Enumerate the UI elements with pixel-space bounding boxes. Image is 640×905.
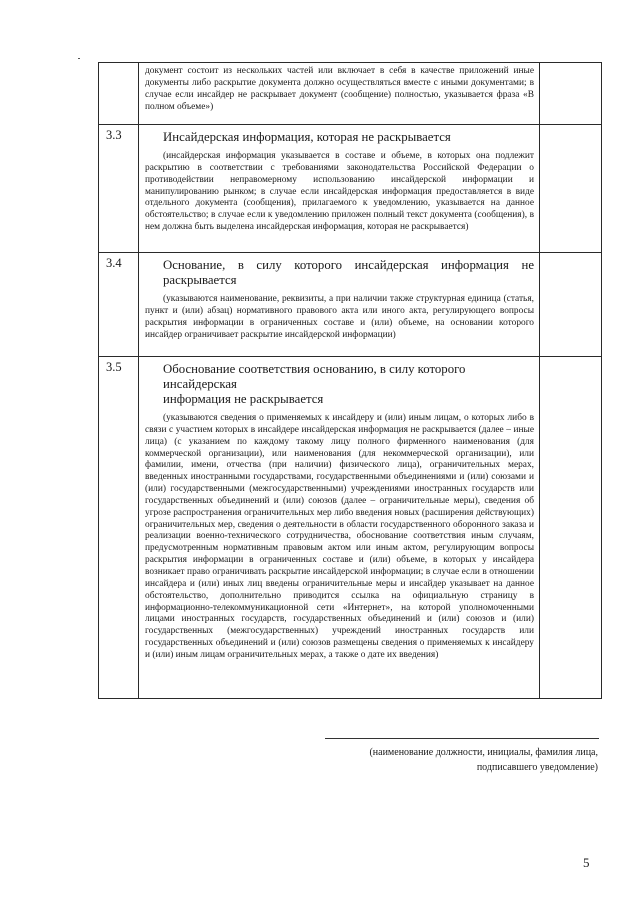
- row-title-line: информация не раскрывается: [163, 392, 324, 406]
- row-description: (указываются сведения о применяемых к инсайдеру и (или) иным лицам, о которых либо в связи с участием которых в инсайдере инсайдерская информация не раскрывается (далее – иные лица) (с указанием по каждому такому лицу полного фирменного наименования (для коммерческой организации), или наименования (для некоммерческой организации), или фамилии, имени, отчества (при наличии) физического лица), ограничительных мерах, введенных иностранными государствами, государственными объединениями и (или) союзами и (или) государственными (межгосударственными) учреждениями иностранных государств или государственных объединений и (или) союзов (далее – ограничительные меры), сведения об угрозе распространения ограничительных мер либо введения новых (расширения действующих) ограничительных мер, сведения о деятельности в области государственного оборонного заказа и реализации военно-технического сотрудничества, обоснование соответствия иным случаям, предусмотренным нормативным правовым актом или иным актом, регулирующим вопросы раскрытия информации в ограниченных составе и (или) объеме, в которых у инсайдера возникает право ограничивать раскрытие инсайдерской информации; в случае если в отношении инсайдера и (или) иных лиц введены ограничительные меры и инсайдер указывает на данное обстоятельство, дополнительно приводится ссылка на официальную страницу в информационно-телекоммуникационной сети «Интернет», на которой уполномоченными лицами иностранных государств, государственных объединений и (или) союзов и (или) государственных (межгосударственных) учреждений иностранных государств или государственных объединений и (или) союзов размещены сведения о применяемых к инсайдеру и (или) иным лицам ограничительных мерах, а также о дате их введения): [145, 413, 534, 660]
- row-description: (указываются наименование, реквизиты, а при наличии также структурная единица (статья, пункт и (или) абзац) нормативного правового акта или иного акта, регулирующего вопросы раскрытия информации в ограниченных составе и (или) объеме, на основании которого инсайдер ограничивает раскрытие инсайдерской информации): [145, 294, 534, 340]
- row-title: [163, 362, 534, 407]
- row-value-cell: [540, 125, 602, 253]
- table-row-3-3: [99, 125, 602, 253]
- row-content-cell: [139, 125, 540, 253]
- row-title-line: Основание, в силу которого инсайдерская информация не: [163, 258, 534, 272]
- row-title: [163, 258, 534, 288]
- table-row-continuation: [99, 63, 602, 125]
- row-value-cell: [540, 253, 602, 357]
- row-number: 3.3: [99, 125, 139, 253]
- row-content-cell: [139, 63, 540, 125]
- row-content-cell: [139, 357, 540, 699]
- table-row-3-4: [99, 253, 602, 357]
- row-title-line: раскрывается: [163, 273, 237, 287]
- page-number: 5: [583, 855, 590, 870]
- row-number: 3.4: [99, 253, 139, 357]
- row-content-cell: [139, 253, 540, 357]
- disclosure-table: [98, 62, 602, 699]
- table-row-3-5: [99, 357, 602, 699]
- signature-caption-line: (наименование должности, инициалы, фамилия лица,: [369, 747, 598, 758]
- row-description: документ состоит из нескольких частей или включает в себя в качестве приложений иные документы либо раскрытие документа должно осуществляться вместе с иными документами; в случае если инсайдер не раскрывает документ (сообщение) полностью, указывается фраза «В полном объеме»): [145, 66, 534, 112]
- row-description: (инсайдерская информация указывается в составе и объеме, в которых она подлежит раскрытию в соответствии с требованиями законодательства Российской Федерации о противодействии неправомерному использованию инсайдерской информации и манипулированию рынком; в случае если инсайдерская информация предоставляется в виде отдельного документа (сообщения), прилагаемого к уведомлению, указывается на данное обстоятельство; в случае если к уведомлению приложен полный текст документа (сообщения), в нем должна быть выделена инсайдерская информация, которая не раскрывается): [145, 151, 534, 233]
- signature-caption: [300, 745, 598, 775]
- row-title: Инсайдерская информация, которая не раскрывается: [163, 130, 451, 144]
- row-value-cell: [540, 357, 602, 699]
- row-title-line: Обоснование соответствия основанию, в силу которого инсайдерская: [163, 362, 466, 391]
- row-value-cell: [540, 63, 602, 125]
- signature-caption-line: подписавшего уведомление): [476, 762, 598, 773]
- signature-line: [325, 738, 599, 739]
- row-number-cell: [99, 63, 139, 125]
- scan-mark: [78, 58, 80, 59]
- row-number: 3.5: [99, 357, 139, 699]
